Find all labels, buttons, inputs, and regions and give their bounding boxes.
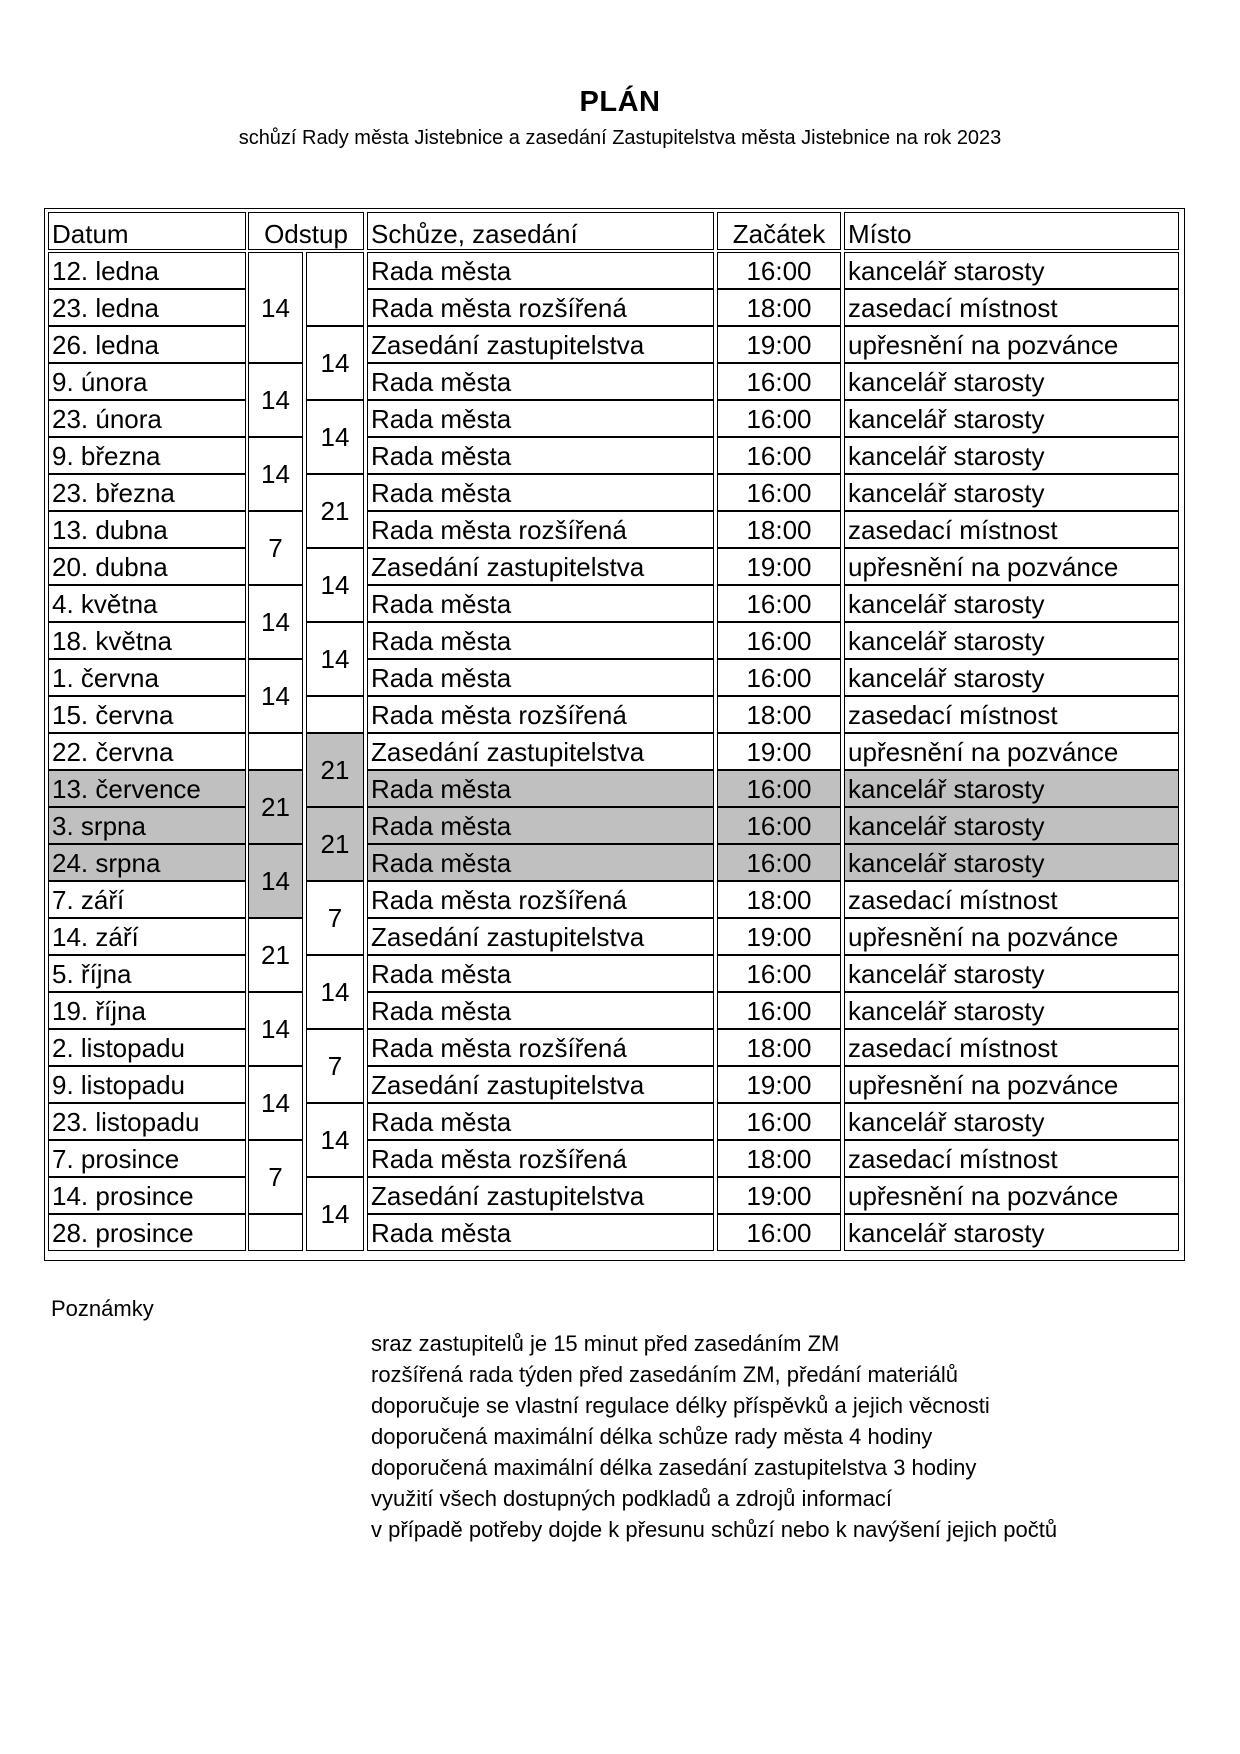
location-cell: kancelář starosty [844,400,1179,437]
date-cell: 28. prosince [48,1214,246,1251]
interval-cell: 7 [306,881,364,955]
location-cell: kancelář starosty [844,252,1179,289]
start-time-cell: 16:00 [717,807,841,844]
date-cell: 22. června [48,733,246,770]
start-time-cell: 16:00 [717,1103,841,1140]
meeting-type-cell: Rada města [367,992,714,1029]
location-cell: kancelář starosty [844,992,1179,1029]
meeting-type-cell: Rada města rozšířená [367,289,714,326]
date-cell: 14. prosince [48,1177,246,1214]
date-cell: 19. října [48,992,246,1029]
meeting-type-cell: Rada města [367,1214,714,1251]
date-cell: 14. září [48,918,246,955]
location-cell: kancelář starosty [844,844,1179,881]
start-time-cell: 16:00 [717,992,841,1029]
start-time-cell: 16:00 [717,844,841,881]
notes-label: Poznámky [51,1296,154,1321]
interval-cell [248,733,303,770]
date-cell: 7. září [48,881,246,918]
date-cell: 3. srpna [48,807,246,844]
header-datum: Datum [48,212,246,250]
date-cell: 9. listopadu [48,1066,246,1103]
date-cell: 15. června [48,696,246,733]
meeting-type-cell: Rada města [367,437,714,474]
interval-cell: 7 [248,511,303,585]
location-cell: upřesnění na pozvánce [844,733,1179,770]
start-time-cell: 16:00 [717,622,841,659]
date-cell: 9. března [48,437,246,474]
date-cell: 1. června [48,659,246,696]
date-cell: 23. ledna [48,289,246,326]
note-item: rozšířená rada týden před zasedáním ZM, předání materiálů [371,1362,958,1387]
location-cell: zasedací místnost [844,1029,1179,1066]
location-cell: kancelář starosty [844,585,1179,622]
meeting-type-cell: Rada města [367,807,714,844]
interval-cell: 14 [306,1103,364,1177]
meeting-type-cell: Rada města [367,585,714,622]
start-time-cell: 19:00 [717,548,841,585]
interval-cell [306,252,364,326]
meeting-type-cell: Rada města [367,955,714,992]
start-time-cell: 18:00 [717,881,841,918]
meeting-type-cell: Rada města [367,770,714,807]
interval-cell: 14 [248,1066,303,1140]
interval-cell: 14 [248,437,303,511]
location-cell: zasedací místnost [844,881,1179,918]
interval-cell [248,1214,303,1251]
interval-cell: 7 [248,1140,303,1214]
start-time-cell: 16:00 [717,474,841,511]
interval-cell: 14 [248,992,303,1066]
meeting-type-cell: Rada města rozšířená [367,511,714,548]
note-item: doporučená maximální délka zasedání zastupitelstva 3 hodiny [371,1455,977,1480]
interval-cell: 14 [248,844,303,918]
start-time-cell: 18:00 [717,1029,841,1066]
meeting-type-cell: Zasedání zastupitelstva [367,326,714,363]
meeting-type-cell: Rada města [367,400,714,437]
page-title: PLÁN [579,86,661,118]
start-time-cell: 16:00 [717,363,841,400]
interval-cell: 14 [248,585,303,659]
interval-cell: 21 [306,807,364,881]
date-cell: 18. května [48,622,246,659]
interval-cell: 21 [248,918,303,992]
location-cell: kancelář starosty [844,659,1179,696]
location-cell: kancelář starosty [844,1214,1179,1251]
start-time-cell: 18:00 [717,511,841,548]
start-time-cell: 19:00 [717,326,841,363]
interval-cell: 14 [306,400,364,474]
start-time-cell: 18:00 [717,1140,841,1177]
location-cell: upřesnění na pozvánce [844,1177,1179,1214]
start-time-cell: 19:00 [717,918,841,955]
meeting-type-cell: Rada města rozšířená [367,696,714,733]
date-cell: 4. května [48,585,246,622]
note-item: doporučená maximální délka schůze rady města 4 hodiny [371,1424,933,1449]
location-cell: kancelář starosty [844,807,1179,844]
notes-list [371,1328,1057,1545]
note-item: doporučuje se vlastní regulace délky příspěvků a jejich věcnosti [371,1393,990,1418]
header-odstup: Odstup [248,212,364,250]
meeting-type-cell: Rada města [367,659,714,696]
meeting-type-cell: Zasedání zastupitelstva [367,1066,714,1103]
date-cell: 23. listopadu [48,1103,246,1140]
start-time-cell: 16:00 [717,770,841,807]
date-cell: 24. srpna [48,844,246,881]
location-cell: zasedací místnost [844,696,1179,733]
start-time-cell: 16:00 [717,252,841,289]
meeting-type-cell: Zasedání zastupitelstva [367,733,714,770]
date-cell: 13. července [48,770,246,807]
meeting-type-cell: Rada města [367,474,714,511]
header-zacatek: Začátek [717,212,841,250]
location-cell: kancelář starosty [844,1103,1179,1140]
start-time-cell: 19:00 [717,1177,841,1214]
meeting-type-cell: Rada města rozšířená [367,1140,714,1177]
interval-cell: 14 [306,622,364,696]
interval-cell: 14 [306,326,364,400]
meeting-type-cell: Rada města [367,844,714,881]
header-schuze: Schůze, zasedání [367,212,714,250]
interval-cell: 14 [248,363,303,437]
interval-cell: 14 [248,659,303,733]
meeting-type-cell: Rada města [367,1103,714,1140]
note-item: využití všech dostupných podkladů a zdrojů informací [371,1486,892,1511]
interval-cell [306,696,364,733]
meeting-type-cell: Rada města [367,252,714,289]
schedule-table [44,208,1185,1261]
interval-cell: 14 [306,955,364,1029]
interval-cell: 7 [306,1029,364,1103]
start-time-cell: 16:00 [717,659,841,696]
location-cell: zasedací místnost [844,511,1179,548]
location-cell: kancelář starosty [844,955,1179,992]
location-cell: kancelář starosty [844,474,1179,511]
meeting-type-cell: Rada města rozšířená [367,881,714,918]
date-cell: 26. ledna [48,326,246,363]
meeting-type-cell: Zasedání zastupitelstva [367,918,714,955]
meeting-type-cell: Zasedání zastupitelstva [367,548,714,585]
start-time-cell: 18:00 [717,696,841,733]
date-cell: 12. ledna [48,252,246,289]
date-cell: 20. dubna [48,548,246,585]
date-cell: 9. února [48,363,246,400]
date-cell: 13. dubna [48,511,246,548]
date-cell: 2. listopadu [48,1029,246,1066]
meeting-type-cell: Rada města [367,622,714,659]
start-time-cell: 18:00 [717,289,841,326]
date-cell: 23. března [48,474,246,511]
location-cell: upřesnění na pozvánce [844,548,1179,585]
location-cell: zasedací místnost [844,289,1179,326]
interval-cell: 14 [248,252,303,363]
meeting-type-cell: Rada města rozšířená [367,1029,714,1066]
location-cell: kancelář starosty [844,437,1179,474]
header-misto: Místo [844,212,1179,250]
location-cell: kancelář starosty [844,622,1179,659]
location-cell: kancelář starosty [844,363,1179,400]
interval-cell: 14 [306,548,364,622]
interval-cell: 21 [248,770,303,844]
date-cell: 7. prosince [48,1140,246,1177]
date-cell: 23. února [48,400,246,437]
page-subtitle: schůzí Rady města Jistebnice a zasedání Zastupitelstva města Jistebnice na rok 2023 [238,127,1002,149]
start-time-cell: 16:00 [717,585,841,622]
start-time-cell: 19:00 [717,1066,841,1103]
start-time-cell: 19:00 [717,733,841,770]
location-cell: upřesnění na pozvánce [844,1066,1179,1103]
start-time-cell: 16:00 [717,437,841,474]
location-cell: zasedací místnost [844,1140,1179,1177]
interval-cell: 21 [306,474,364,548]
interval-cell: 14 [306,1177,364,1251]
location-cell: upřesnění na pozvánce [844,918,1179,955]
note-item: sraz zastupitelů je 15 minut před zasedáním ZM [371,1331,840,1356]
date-cell: 5. října [48,955,246,992]
start-time-cell: 16:00 [717,955,841,992]
start-time-cell: 16:00 [717,400,841,437]
location-cell: upřesnění na pozvánce [844,326,1179,363]
interval-cell: 21 [306,733,364,807]
meeting-type-cell: Rada města [367,363,714,400]
note-item: v případě potřeby dojde k přesunu schůzí nebo k navýšení jejich počtů [371,1517,1058,1542]
start-time-cell: 16:00 [717,1214,841,1251]
meeting-type-cell: Zasedání zastupitelstva [367,1177,714,1214]
location-cell: kancelář starosty [844,770,1179,807]
